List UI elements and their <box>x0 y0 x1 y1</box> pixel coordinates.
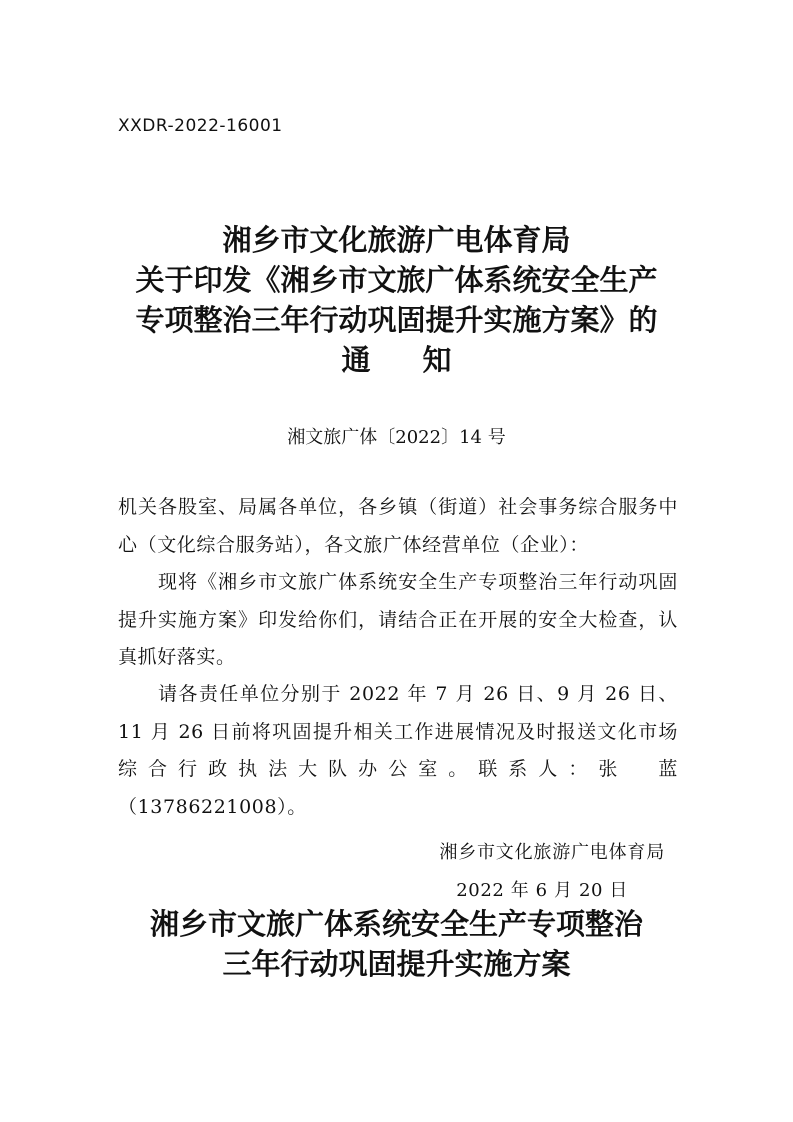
document-code: XXDR-2022-16001 <box>118 116 283 136</box>
title-notice-line <box>0 340 793 380</box>
plan-title <box>0 904 793 984</box>
body-paragraph-2: 请各责任单位分别于 2022 年 7 月 26 日、9 月 26 日、11 月 26 日前将巩固提升相关工作进展情况及时报送文化市场综合行政执法大队办公室。联系人：张 蓝（13786221008）。 <box>118 683 678 818</box>
title-subject-line-1: 关于印发《湘乡市文旅广体系统安全生产 <box>135 263 658 297</box>
notice-title <box>0 220 793 380</box>
title-notice-char-1: 通 <box>341 343 371 377</box>
signature-issuer: 湘乡市文化旅游广电体育局 <box>439 842 665 863</box>
plan-title-line-2: 三年行动巩固提升实施方案 <box>222 947 571 981</box>
title-subject-line-2: 专项整治三年行动巩固提升实施方案》的 <box>135 303 658 337</box>
title-notice-char-2: 知 <box>422 343 452 377</box>
document-number: 湘文旅广体〔2022〕14 号 <box>287 427 506 448</box>
body-paragraph-1: 现将《湘乡市文旅广体系统安全生产专项整治三年行动巩固提升实施方案》印发给你们，请结合正在开展的安全大检查，认真抓好落实。 <box>118 571 678 668</box>
plan-title-line-1: 湘乡市文旅广体系统安全生产专项整治 <box>149 907 643 941</box>
signature-date: 2022 年 6 月 20 日 <box>456 880 628 901</box>
title-issuer-line: 湘乡市文化旅游广电体育局 <box>222 223 571 257</box>
recipients-paragraph: 机关各股室、局属各单位，各乡镇（街道）社会事务综合服务中心（文化综合服务站），各文旅广体经营单位（企业）： <box>118 496 678 556</box>
